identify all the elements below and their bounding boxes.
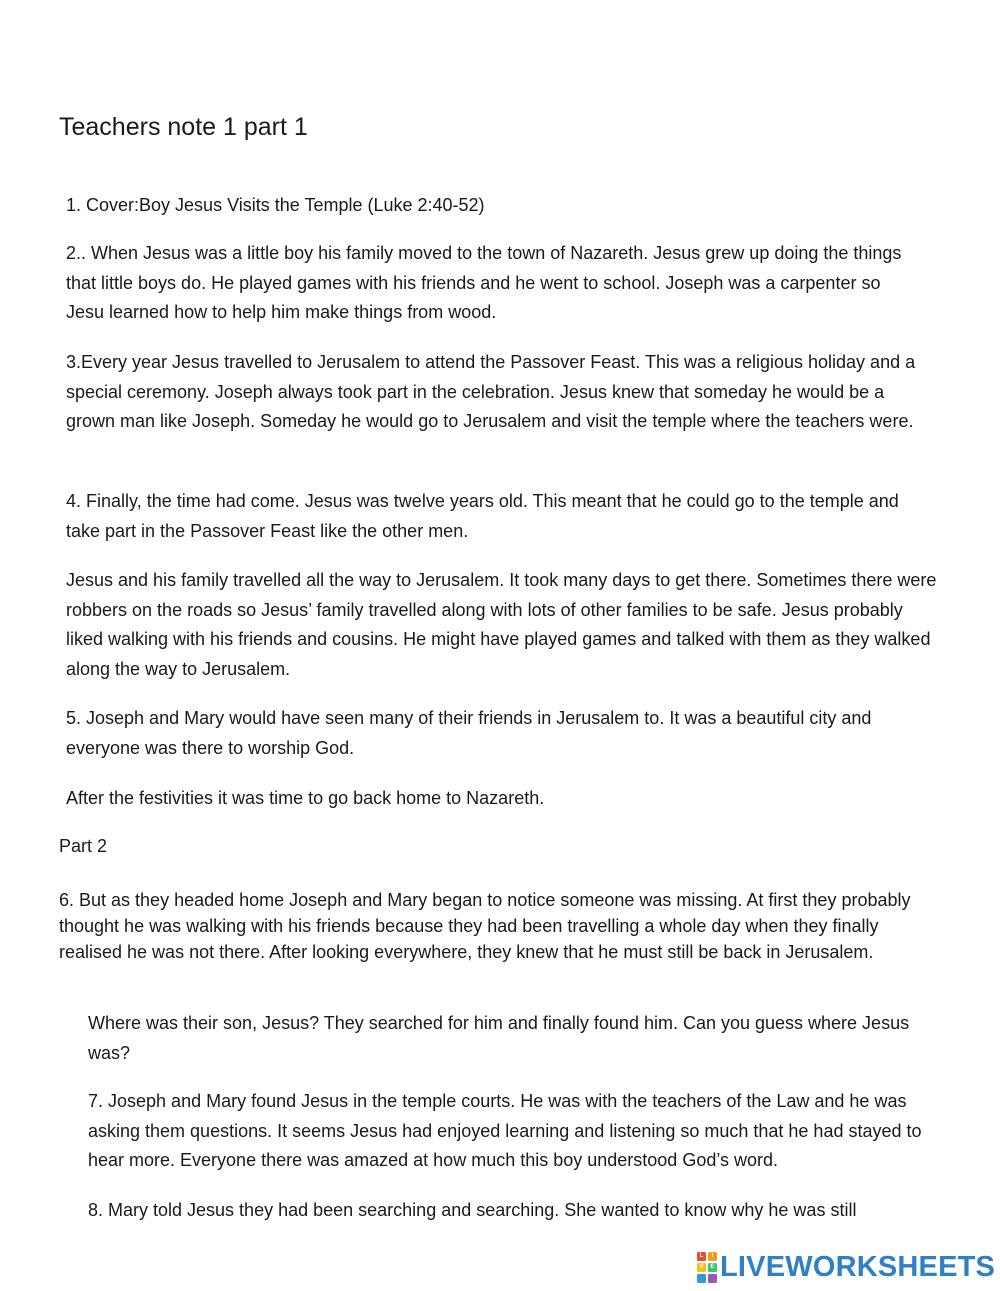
paragraph-3: 3.Every year Jesus travelled to Jerusalem to attend the Passover Feast. This was a religious holiday and a special ceremony. Joseph always took part in the celebration. Jesus knew that someday he would be a grown man like Joseph. Someday he would go to Jerusalem and visit the temple where the teachers were. (66, 352, 916, 432)
paragraph-1: 1. Cover:Boy Jesus Visits the Temple (Luke 2:40-52) (66, 195, 485, 215)
liveworksheets-logo-text: LIVEWORKSHEETS (720, 1250, 996, 1283)
paragraph-4: 4. Finally, the time had come. Jesus was twelve years old. This meant that he could go to the temple and take part in the Passover Feast like the other men. (66, 491, 899, 541)
paragraph-2: 2.. When Jesus was a little boy his family moved to the town of Nazareth. Jesus grew up doing the things that little boys do. He played games with his friends and he went to school. Joseph was a carpenter so Jesu learned how to help him make things from wood. (66, 243, 902, 323)
page-title: Teachers note 1 part 1 (59, 113, 308, 141)
paragraph-11: 8. Mary told Jesus they had been searching and searching. She wanted to know why he was still (88, 1200, 857, 1220)
paragraph-8: 6. But as they headed home Joseph and Mary began to notice someone was missing. At first they probably thought he was walking with his friends because they had been travelling a whole day when they finally realised he was not there. After looking everywhere, they knew that he must still be back in Jerusalem. (59, 890, 911, 962)
liveworksheets-logo-icon: L I V E (697, 1252, 717, 1283)
paragraph-6: 5. Joseph and Mary would have seen many of their friends in Jerusalem to. It was a beautiful city and everyone was there to worship God. (66, 708, 872, 758)
paragraph-10: 7. Joseph and Mary found Jesus in the temple courts. He was with the teachers of the Law and he was asking them questions. It seems Jesus had enjoyed learning and listening so much that he had stayed to hear more. Everyone there was amazed at how much this boy understood God’s word. (88, 1091, 922, 1171)
liveworksheets-logo (697, 1252, 995, 1282)
part-2-heading: Part 2 (59, 836, 108, 856)
paragraph-7: After the festivities it was time to go back home to Nazareth. (66, 788, 545, 808)
paragraph-9: Where was their son, Jesus? They searched for him and finally found him. Can you guess where Jesus was? (88, 1013, 910, 1063)
paragraph-5: Jesus and his family travelled all the way to Jerusalem. It took many days to get there. Sometimes there were robbers on the roads so Jesus’ family travelled along with lots of other families to be safe. Jesus probably liked walking with his friends and cousins. He might have played games and talked with them as they walked along the way to Jerusalem. (66, 570, 937, 680)
